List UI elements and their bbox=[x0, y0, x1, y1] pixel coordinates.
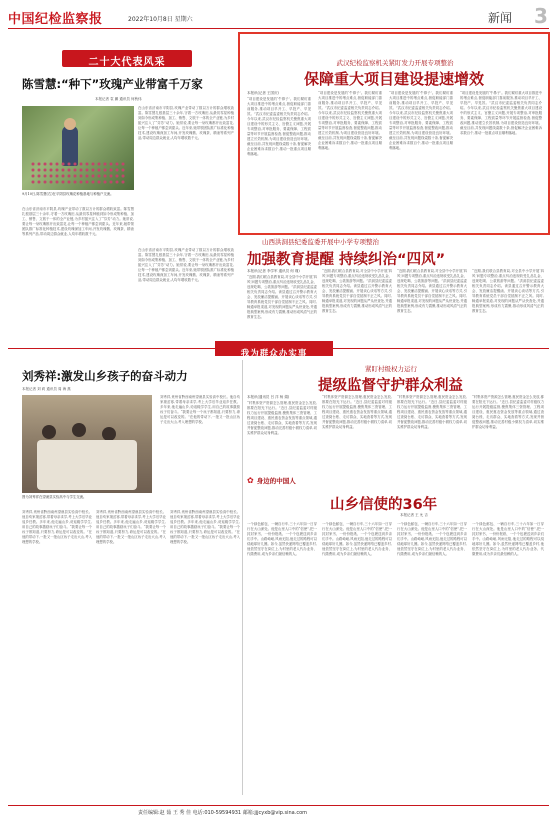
right-bottom-headline: 提级监督守护群众利益 bbox=[318, 378, 463, 394]
left-top-body-col2: 在山东省济南市平阴县,玫瑰产业带动了数以万计的群众增收致富。陈雪慧扎根基层三十余年,守着一方玫瑰田,从最初零星种植到如今形成集种植、加工、销售、文旅于一体的全产业链,为乡村振兴注入了“芬芳”动力。她常说,要让每一朵玫瑰都开出致富花,让每一个种植户都尝到甜头。近年来,她带领团队推广标准化种植技术,建设玫瑰深加工车间,开发玫瑰酱、玫瑰茶、精油等系列产品,带动周边群众就业,人均年增收数千元。 bbox=[138, 106, 234, 140]
left-top-body-col3: 在山东省济南市平阴县,玫瑰产业带动了数以万计的群众增收致富。陈雪慧扎根基层三十余年,守着一方玫瑰田,从最初零星种植到如今形成集种植、加工、销售、文旅于一体的全产业链,为乡村振兴注入了“芬芳”动力。她常说,要让每一朵玫瑰都开出致富花,让每一个种植户都尝到甜头。近年来,她带领团队推广标准化种植技术,建设玫瑰深加工车间,开发玫瑰酱、玫瑰茶、精油等系列产品,带动周边群众就业,人均年增收数千元。 bbox=[138, 248, 234, 282]
rose-photo-caption: 9月10日,陈雪慧(右)在平阴县玫瑰花种植基地与种植户交流。 bbox=[22, 192, 114, 196]
right-bottom-kicker: 紧盯村级权力运行 bbox=[365, 365, 417, 373]
right-top-byline: 本报讯(记者 王国庆) bbox=[247, 91, 279, 95]
right-bottom-body-col3: “村集体资产资源怎么管理,惠民资金怎么发放,都要在阳光下运行。”近日,县纪委监委对村级权力运行开展提级监督,聚焦集体三资管理、工程项目建设、惠民惠农资金发放等重点领域,通过查阅台账、走访群众、实地查看等方式,发现并督促整改问题,推动完善村级小微权力清单,切实维护群众切身利益。 bbox=[397, 395, 467, 429]
left-top-headline: 陈雪慧:“种下”玫瑰产业带富千万家 bbox=[22, 77, 203, 91]
right-top-body-col1: “项目建设是发展的‘牛鼻子’。我们紧盯重大项目推进中的堵点难点,督促职能部门靠前服务,推动项目早开工、早投产、早见效。”武汉市纪委监委相关负责同志介绍。今年以来,武汉市纪检监察机关聚焦重大项目建设中的形式主义、官僚主义问题,开展专项整治,对审批服务、要素保障、工程质量等环节开展监督检查,督促整改问题,推动建立长效机制,为项目建设营造良好环境。截至目前,共发现问题线索数十条,督促解决企业困难诉求数百个,推动一批重点项目顺利落地。 bbox=[247, 97, 311, 156]
left-top-byline: 本报记者 袁 鹏 通讯员 何秋伟 bbox=[95, 97, 142, 101]
feature-tag bbox=[247, 475, 296, 486]
center-mid-byline: 本报讯(记者 李学军 通讯员 何 瑾) bbox=[247, 269, 300, 273]
right-bottom-byline: 本报讯(通讯员 吕 洋 杨 娟) bbox=[247, 395, 290, 399]
series-banner-text: 二十大代表风采 bbox=[88, 57, 166, 68]
newspaper-logo: 中国纪检监察报 bbox=[8, 12, 103, 27]
rose-field-photo bbox=[22, 106, 134, 190]
masthead bbox=[8, 4, 549, 29]
flower-icon: ✿ bbox=[247, 476, 254, 485]
left-bottom-body-col2: 刘秀祥,贵州省黔西南州望谟县实验高中校长。他自幼家境贫寒,带着母亲求学,考上大学后毕业返乡任教。多年来,他走遍山乡,劝返辍学学生,用自己的故事激励孩子们奋斗。“我要让每一个孩子都知道,只要努力,命运是可以改变的。”在他的带动下,一批又一批山区孩子走出大山,考入理想的学校。 bbox=[160, 395, 240, 424]
center-mid-headline: 加强教育提醒 持续纠治“四风” bbox=[247, 252, 446, 268]
center-mid-body-col1: “近期,我们联合县教育局,对全县中小学开展‘四风’问题专项整治,重点纠治违规收受礼品礼金、违规吃喝、公款旅游等问题。”洪洞县纪委监委相关负责同志介绍。该县通过召开警示教育大会、发放廉洁提醒函、开展谈心谈话等方式,引导教育系统党员干部自觉抵制不正之风。同时,畅通举报渠道,对发现的问题从严从快查处,并通报典型案例,形成有力震慑,推动形成风清气正的教育生态。 bbox=[247, 275, 317, 319]
feature-body-col2: 一个绿色邮包、一辆自行车,三十六年如一日穿行在大山深处。他是山里人口中的“信使”,把一封封家书、一份份报纸、一个个包裹送到乡亲们手中。山路崎岖,风雨无阻,他走过的路程可以绕地球好几圈。如今,虽然快递网络已覆盖乡村,他依然坚守在岗位上,为村里的老人代办业务、代缴费用,成为乡亲们最信赖的人。 bbox=[322, 522, 392, 556]
center-mid-body-col2: “近期,我们联合县教育局,对全县中小学开展‘四风’问题专项整治,重点纠治违规收受礼品礼金、违规吃喝、公款旅游等问题。”洪洞县纪委监委相关负责同志介绍。该县通过召开警示教育大会、发放廉洁提醒函、开展谈心谈话等方式,引导教育系统党员干部自觉抵制不正之风。同时,畅通举报渠道,对发现的问题从严从快查处,并通报典型案例,形成有力震慑,推动形成风清气正的教育生态。 bbox=[322, 269, 392, 313]
right-top-body-col4: “项目建设是发展的‘牛鼻子’。我们紧盯重大项目推进中的堵点难点,督促职能部门靠前服务,推动项目早开工、早投产、早见效。”武汉市纪委监委相关负责同志介绍。今年以来,武汉市纪检监察机关聚焦重大项目建设中的形式主义、官僚主义问题,开展专项整治,对审批服务、要素保障、工程质量等环节开展监督检查,督促整改问题,推动建立长效机制,为项目建设营造良好环境。截至目前,共发现问题线索数十条,督促解决企业困难诉求数百个,推动一批重点项目顺利落地。 bbox=[460, 91, 542, 135]
right-top-body-col2: “项目建设是发展的‘牛鼻子’。我们紧盯重大项目推进中的堵点难点,督促职能部门靠前服务,推动项目早开工、早投产、早见效。”武汉市纪委监委相关负责同志介绍。今年以来,武汉市纪检监察机关聚焦重大项目建设中的形式主义、官僚主义问题,开展专项整治,对审批服务、要素保障、工程质量等环节开展监督检查,督促整改问题,推动建立长效机制,为项目建设营造良好环境。截至目前,共发现问题线索数十条,督促解决企业困难诉求数百个,推动一批重点项目顺利落地。 bbox=[318, 91, 382, 150]
school-photo-caption: 图为刘秀祥在望谟县实验高中与学生交流。 bbox=[22, 495, 87, 499]
center-mid-body-col4: “近期,我们联合县教育局,对全县中小学开展‘四风’问题专项整治,重点纠治违规收受礼品礼金、违规吃喝、公款旅游等问题。”洪洞县纪委监委相关负责同志介绍。该县通过召开警示教育大会、发放廉洁提醒函、开展谈心谈话等方式,引导教育系统党员干部自觉抵制不正之风。同时,畅通举报渠道,对发现的问题从严从快查处,并通报典型案例,形成有力震慑,推动形成风清气正的教育生态。 bbox=[472, 269, 544, 313]
school-photo bbox=[22, 395, 152, 493]
feature-body-col3: 一个绿色邮包、一辆自行车,三十六年如一日穿行在大山深处。他是山里人口中的“信使”,把一封封家书、一份份报纸、一个个包裹送到乡亲们手中。山路崎岖,风雨无阻,他走过的路程可以绕地球好几圈。如今,虽然快递网络已覆盖乡村,他依然坚守在岗位上,为村里的老人代办业务、代缴费用,成为乡亲们最信赖的人。 bbox=[397, 522, 467, 556]
feature-tag-text: 身边的中国人 bbox=[256, 477, 296, 485]
column-divider bbox=[242, 360, 243, 795]
feature-body-col1: 一个绿色邮包、一辆自行车,三十六年如一日穿行在大山深处。他是山里人口中的“信使”,把一封封家书、一份份报纸、一个个包裹送到乡亲们手中。山路崎岖,风雨无阻,他走过的路程可以绕地球好几圈。如今,虽然快递网络已覆盖乡村,他依然坚守在岗位上,为村里的老人代办业务、代缴费用,成为乡亲们最信赖的人。 bbox=[247, 522, 317, 556]
right-bottom-body-col4: “村集体资产资源怎么管理,惠民资金怎么发放,都要在阳光下运行。”近日,县纪委监委对村级权力运行开展提级监督,聚焦集体三资管理、工程项目建设、惠民惠农资金发放等重点领域,通过查阅台账、走访群众、实地查看等方式,发现并督促整改问题,推动完善村级小微权力清单,切实维护群众切身利益。 bbox=[472, 395, 544, 429]
left-bottom-body-col3: 刘秀祥,贵州省黔西南州望谟县实验高中校长。他自幼家境贫寒,带着母亲求学,考上大学后毕业返乡任教。多年来,他走遍山乡,劝返辍学学生,用自己的故事激励孩子们奋斗。“我要让每一个孩子都知道,只要努力,命运是可以改变的。”在他的带动下,一批又一批山区孩子走出大山,考入理想的学校。 bbox=[170, 510, 240, 544]
feature-body-col4: 一个绿色邮包、一辆自行车,三十六年如一日穿行在大山深处。他是山里人口中的“信使”,把一封封家书、一份份报纸、一个个包裹送到乡亲们手中。山路崎岖,风雨无阻,他走过的路程可以绕地球好几圈。如今,虽然快递网络已覆盖乡村,他依然坚守在岗位上,为村里的老人代办业务、代缴费用,成为乡亲们最信赖的人。 bbox=[472, 522, 544, 556]
left-bottom-byline: 本报记者 刘 莉 通讯员 周 海 燕 bbox=[22, 387, 71, 391]
section-bar-text: 我为群众办实事 bbox=[240, 349, 308, 359]
right-bottom-body-col1: “村集体资产资源怎么管理,惠民资金怎么发放,都要在阳光下运行。”近日,县纪委监委对村级权力运行开展提级监督,聚焦集体三资管理、工程项目建设、惠民惠农资金发放等重点领域,通过查阅台账、走访群众、实地查看等方式,发现并督促整改问题,推动完善村级小微权力清单,切实维护群众切身利益。 bbox=[247, 401, 317, 435]
left-bottom-body-col1: 刘秀祥,贵州省黔西南州望谟县实验高中校长。他自幼家境贫寒,带着母亲求学,考上大学后毕业返乡任教。多年来,他走遍山乡,劝返辍学学生,用自己的故事激励孩子们奋斗。“我要让每一个孩子都知道,只要努力,命运是可以改变的。”在他的带动下,一批又一批山区孩子走出大山,考入理想的学校。 bbox=[22, 510, 92, 544]
left-bottom-body-col1b: 刘秀祥,贵州省黔西南州望谟县实验高中校长。他自幼家境贫寒,带着母亲求学,考上大学后毕业返乡任教。多年来,他走遍山乡,劝返辍学学生,用自己的故事激励孩子们奋斗。“我要让每一个孩子都知道,只要努力,命运是可以改变的。”在他的带动下,一批又一批山区孩子走出大山,考入理想的学校。 bbox=[96, 510, 166, 544]
issue-date: 2022年10月8日 星期六 bbox=[128, 16, 193, 23]
right-top-headline: 保障重大项目建设提速增效 bbox=[303, 70, 484, 88]
right-top-kicker: 武汉纪检监察机关紧盯发力开展专项整治 bbox=[336, 59, 454, 67]
page-number: 3 bbox=[534, 4, 548, 28]
center-mid-body-col3: “近期,我们联合县教育局,对全县中小学开展‘四风’问题专项整治,重点纠治违规收受礼品礼金、违规吃喝、公款旅游等问题。”洪洞县纪委监委相关负责同志介绍。该县通过召开警示教育大会、发放廉洁提醒函、开展谈心谈话等方式,引导教育系统党员干部自觉抵制不正之风。同时,畅通举报渠道,对发现的问题从严从快查处,并通报典型案例,形成有力震慑,推动形成风清气正的教育生态。 bbox=[397, 269, 467, 313]
center-mid-kicker: 山西洪洞县纪委监委开展中小学专项整治 bbox=[262, 238, 379, 246]
right-bottom-body-col2: “村集体资产资源怎么管理,惠民资金怎么发放,都要在阳光下运行。”近日,县纪委监委对村级权力运行开展提级监督,聚焦集体三资管理、工程项目建设、惠民惠农资金发放等重点领域,通过查阅台账、走访群众、实地查看等方式,发现并督促整改问题,推动完善村级小微权力清单,切实维护群众切身利益。 bbox=[322, 395, 392, 429]
footer bbox=[8, 805, 549, 818]
series-banner bbox=[62, 50, 192, 67]
section-bar bbox=[215, 341, 333, 359]
feature-headline: 山乡信使的36年 bbox=[330, 497, 438, 513]
right-top-body-col3: “项目建设是发展的‘牛鼻子’。我们紧盯重大项目推进中的堵点难点,督促职能部门靠前服务,推动项目早开工、早投产、早见效。”武汉市纪委监委相关负责同志介绍。今年以来,武汉市纪检监察机关聚焦重大项目建设中的形式主义、官僚主义问题,开展专项整治,对审批服务、要素保障、工程质量等环节开展监督检查,督促整改问题,推动建立长效机制,为项目建设营造良好环境。截至目前,共发现问题线索数十条,督促解决企业困难诉求数百个,推动一批重点项目顺利落地。 bbox=[389, 91, 453, 150]
feature-byline: 本报记者 王 允 吉 bbox=[400, 513, 428, 517]
footer-text: 责任编辑:赵 茹 王 秀 佳 电话:010-59594931 邮箱:jjjcyxb@vip.sina.com bbox=[138, 810, 308, 816]
section-name: 新闻 bbox=[488, 11, 513, 25]
left-top-body-col1: 在山东省济南市平阴县,玫瑰产业带动了数以万计的群众增收致富。陈雪慧扎根基层三十余年,守着一方玫瑰田,从最初零星种植到如今形成集种植、加工、销售、文旅于一体的全产业链,为乡村振兴注入了“芬芳”动力。她常说,要让每一朵玫瑰都开出致富花,让每一个种植户都尝到甜头。近年来,她带领团队推广标准化种植技术,建设玫瑰深加工车间,开发玫瑰酱、玫瑰茶、精油等系列产品,带动周边群众就业,人均年增收数千元。 bbox=[22, 207, 134, 236]
left-bottom-headline: 刘秀祥:激发山乡孩子的奋斗动力 bbox=[22, 369, 188, 383]
